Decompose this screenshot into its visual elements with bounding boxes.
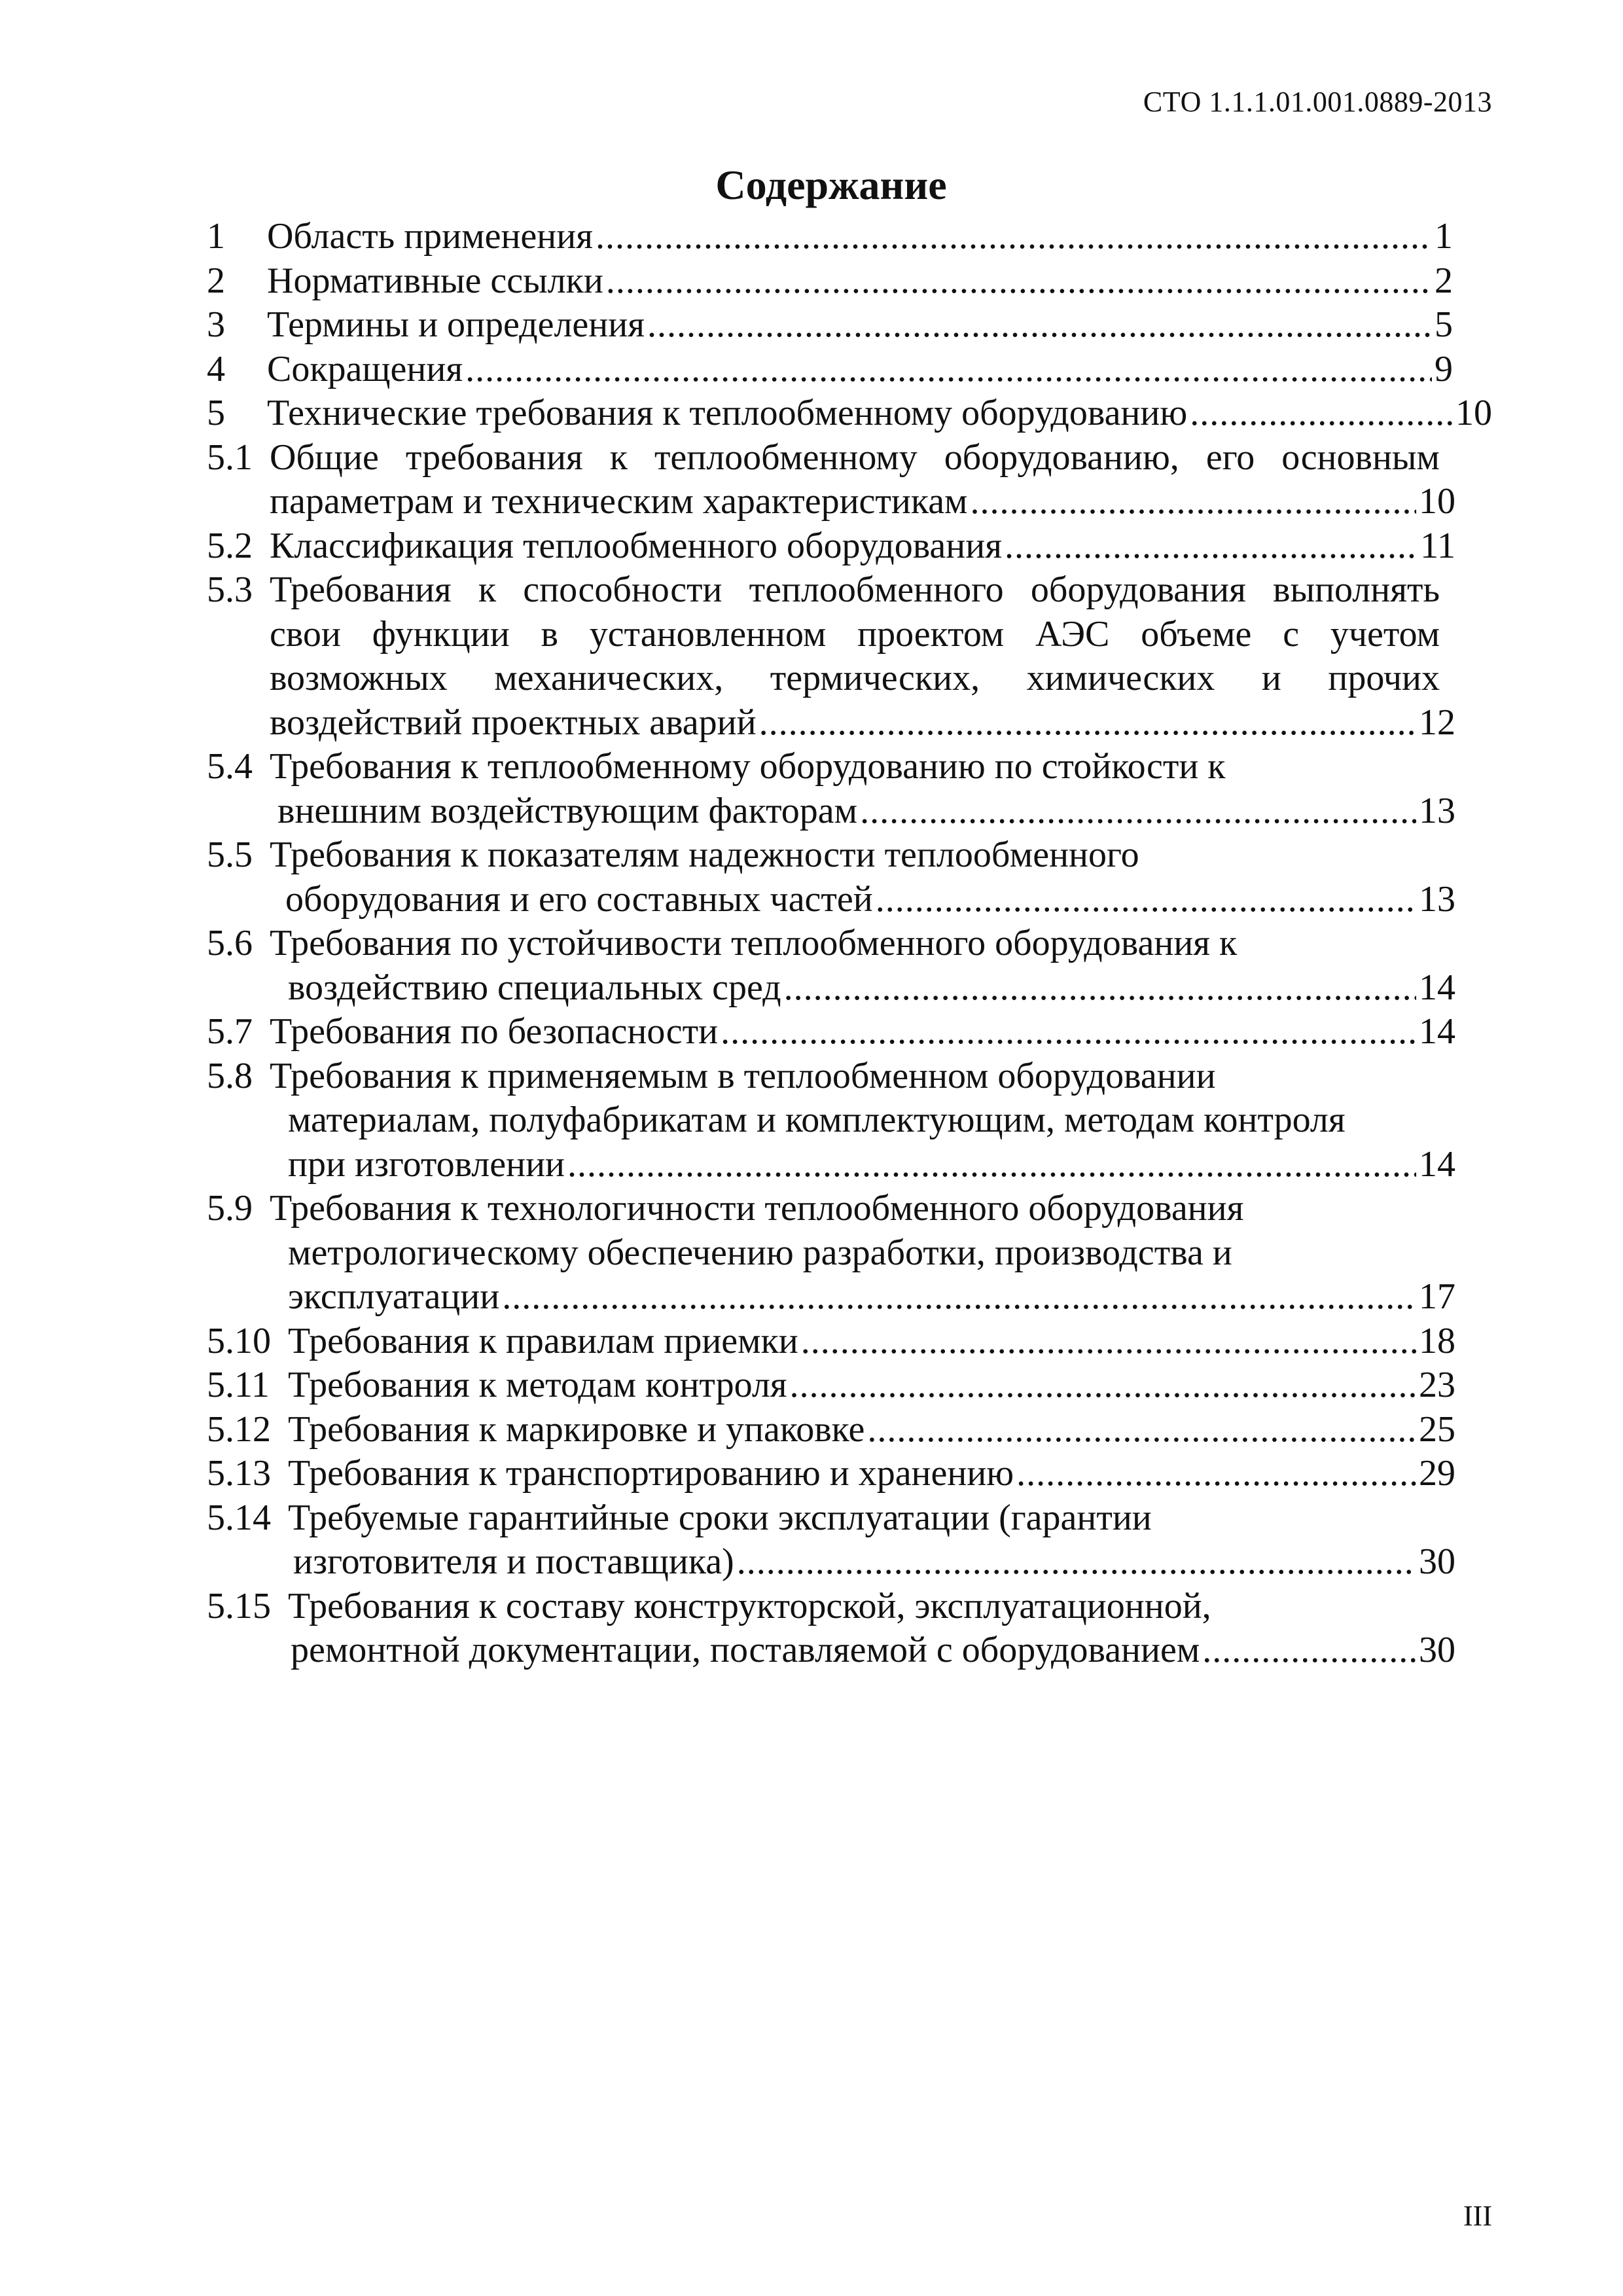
toc-entry-title-line: ремонтной документации, поставляемой с оборудованием <box>291 1630 1200 1670</box>
toc-entry-number: 5.5 <box>207 834 253 875</box>
page-number: III <box>1463 2200 1492 2232</box>
toc-entry-page: 10 <box>1455 393 1492 433</box>
dot-leader <box>971 480 1417 524</box>
toc-entry-page: 9 <box>1435 348 1453 389</box>
toc-entry-number: 5.3 <box>207 569 253 610</box>
toc-entry-page: 13 <box>1419 878 1455 920</box>
toc-entry-title-line: Требования к способности теплообменного оборудования выполнять <box>270 569 1440 610</box>
dot-leader <box>1016 1452 1416 1496</box>
toc-entry-title-line: Требования к теплообменному оборудованию по стойкости к <box>270 746 1226 787</box>
toc-entry-title-line: Требования по безопасности <box>270 1011 719 1052</box>
toc-entry-title-line: Классификация теплообменного оборудования <box>270 525 1002 566</box>
toc-entry-title-line: Требования по устойчивости теплообменного оборудования к <box>270 923 1238 963</box>
toc-entry-number: 1 <box>207 216 225 257</box>
toc-entry-title-line: параметрам и техническим характеристикам <box>270 481 968 522</box>
dot-leader <box>867 1408 1416 1452</box>
toc-entry-number: 2 <box>207 260 225 301</box>
document-code: СТО 1.1.1.01.001.0889-2013 <box>1143 86 1492 118</box>
toc-entry[interactable] <box>207 1054 1479 1187</box>
toc-entry[interactable] <box>207 833 1479 922</box>
toc-entry-page: 30 <box>1419 1541 1455 1582</box>
toc-entry-title-line: воздействию специальных сред <box>288 967 781 1008</box>
dot-leader <box>567 1143 1416 1187</box>
dot-leader <box>790 1363 1416 1408</box>
dot-leader <box>1202 1628 1416 1673</box>
toc-entry[interactable] <box>207 1452 1479 1496</box>
toc-entry-number: 5.10 <box>207 1320 271 1361</box>
toc-entry[interactable] <box>207 745 1479 833</box>
toc-entry-title-line: возможных механических, термических, химических и прочих <box>270 658 1440 698</box>
toc-entry[interactable] <box>207 391 1492 436</box>
dot-leader <box>1190 391 1453 436</box>
toc-entry-number: 5.15 <box>207 1585 271 1626</box>
toc-entry-page: 23 <box>1419 1365 1455 1405</box>
toc-entry-number: 5 <box>207 393 225 433</box>
toc-entry-number: 3 <box>207 304 225 345</box>
dot-leader <box>465 348 1432 392</box>
toc-entry-title-line: Область применения <box>267 216 593 257</box>
toc-entry[interactable] <box>207 568 1479 745</box>
toc-entry-title-line: внешним воздействующим факторам <box>277 790 858 831</box>
toc-entry[interactable] <box>207 1363 1479 1408</box>
toc-entry-number: 5.4 <box>207 746 253 787</box>
toc-entry-page: 13 <box>1419 790 1455 831</box>
dot-leader <box>784 966 1416 1011</box>
toc-entry-title-line: Сокращения <box>267 348 463 389</box>
toc-entry-title-line: Требуемые гарантийные сроки эксплуатации (гарантии <box>288 1497 1152 1538</box>
toc-entry[interactable] <box>207 1496 1479 1585</box>
toc-entry-number: 5.12 <box>207 1408 271 1450</box>
toc-entry[interactable] <box>207 259 1479 304</box>
toc-entry-title-line: Требования к правилам приемки <box>288 1320 798 1361</box>
toc-entry-title-line: Требования к составу конструкторской, эксплуатационной, <box>288 1585 1211 1626</box>
toc-entry-page: 17 <box>1419 1276 1455 1317</box>
toc-entry[interactable] <box>207 1585 1479 1673</box>
toc-entry-number: 5.2 <box>207 525 253 566</box>
toc-entry-page: 5 <box>1435 304 1453 345</box>
dot-leader <box>801 1319 1416 1364</box>
toc-entry-title-line: Требования к применяемым в теплообменном оборудовании <box>270 1055 1216 1096</box>
toc-entry-title-line: Требования к транспортированию и хранению <box>288 1453 1014 1494</box>
dot-leader <box>759 701 1416 745</box>
toc-entry[interactable] <box>207 1010 1479 1054</box>
dot-leader <box>860 789 1416 834</box>
toc-entry-number: 5.8 <box>207 1055 253 1096</box>
toc-entry-title-line: материалам, полуфабрикатам и комплектующим, методам контроля <box>288 1100 1346 1140</box>
toc-entry-number: 5.11 <box>207 1365 270 1405</box>
toc-entry-title-line: Общие требования к теплообменному оборудованию, его основным <box>270 437 1440 478</box>
toc-entry-title-line: Требования к маркировке и упаковке <box>288 1408 865 1450</box>
toc-entry-title-line: метрологическому обеспечению разработки, производства и <box>288 1232 1232 1273</box>
toc-entry[interactable] <box>207 348 1479 392</box>
toc-entry-page: 18 <box>1419 1320 1455 1361</box>
toc-entry-title-line: Нормативные ссылки <box>267 260 603 301</box>
toc-entry-title-line: воздействий проектных аварий <box>270 702 757 743</box>
toc-entry-page: 14 <box>1419 1011 1455 1052</box>
toc-entry-title-line: Термины и определения <box>267 304 645 345</box>
dot-leader <box>1005 524 1418 569</box>
toc-entry-number: 5.13 <box>207 1453 271 1494</box>
dot-leader <box>606 259 1432 304</box>
dot-leader <box>876 878 1416 922</box>
toc-entry[interactable] <box>207 303 1479 348</box>
toc-entry-page: 25 <box>1419 1408 1455 1450</box>
toc-entry-title-line: Требования к технологичности теплообменного оборудования <box>270 1188 1244 1229</box>
toc-entry-title-line: Требования к методам контроля <box>288 1365 787 1405</box>
toc-entry-page: 14 <box>1419 967 1455 1008</box>
dot-leader <box>737 1540 1416 1585</box>
toc-entry-page: 1 <box>1435 216 1453 257</box>
toc-entry-title-line: Технические требования к теплообменному оборудованию <box>267 393 1188 433</box>
toc-entry[interactable] <box>207 215 1479 259</box>
toc-entry[interactable] <box>207 1319 1479 1364</box>
toc-entry-page: 30 <box>1419 1630 1455 1670</box>
toc-entry[interactable] <box>207 1187 1479 1319</box>
toc-entry-page: 29 <box>1419 1453 1455 1494</box>
toc-entry[interactable] <box>207 1408 1479 1452</box>
toc-entry[interactable] <box>207 922 1479 1010</box>
toc-entry-number: 5.7 <box>207 1011 253 1052</box>
toc-entry-title-line: эксплуатации <box>288 1276 500 1317</box>
table-of-contents <box>207 215 1492 1673</box>
toc-entry-page: 10 <box>1419 481 1455 522</box>
toc-entry-page: 11 <box>1420 525 1455 566</box>
dot-leader <box>596 215 1432 259</box>
toc-entry-number: 4 <box>207 348 225 389</box>
toc-entry-title-line: Требования к показателям надежности теплообменного <box>270 834 1139 875</box>
dot-leader <box>721 1010 1416 1054</box>
toc-entry-title-line: изготовителя и поставщика) <box>293 1541 734 1582</box>
dot-leader <box>647 303 1432 348</box>
toc-entry-number: 5.1 <box>207 437 253 478</box>
toc-entry[interactable] <box>207 524 1479 569</box>
page-title: Содержание <box>715 162 947 208</box>
toc-entry-page: 2 <box>1435 260 1453 301</box>
toc-entry-title-line: свои функции в установленном проектом АЭС объеме с учетом <box>270 613 1440 655</box>
toc-entry-number: 5.14 <box>207 1497 271 1538</box>
toc-entry[interactable] <box>207 436 1479 524</box>
toc-entry-title-line: при изготовлении <box>288 1143 565 1185</box>
toc-entry-page: 12 <box>1419 702 1455 743</box>
toc-entry-number: 5.6 <box>207 923 253 963</box>
dot-leader <box>502 1275 1416 1319</box>
toc-entry-number: 5.9 <box>207 1188 253 1229</box>
toc-entry-page: 14 <box>1419 1143 1455 1185</box>
toc-entry-title-line: оборудования и его составных частей <box>285 878 873 920</box>
